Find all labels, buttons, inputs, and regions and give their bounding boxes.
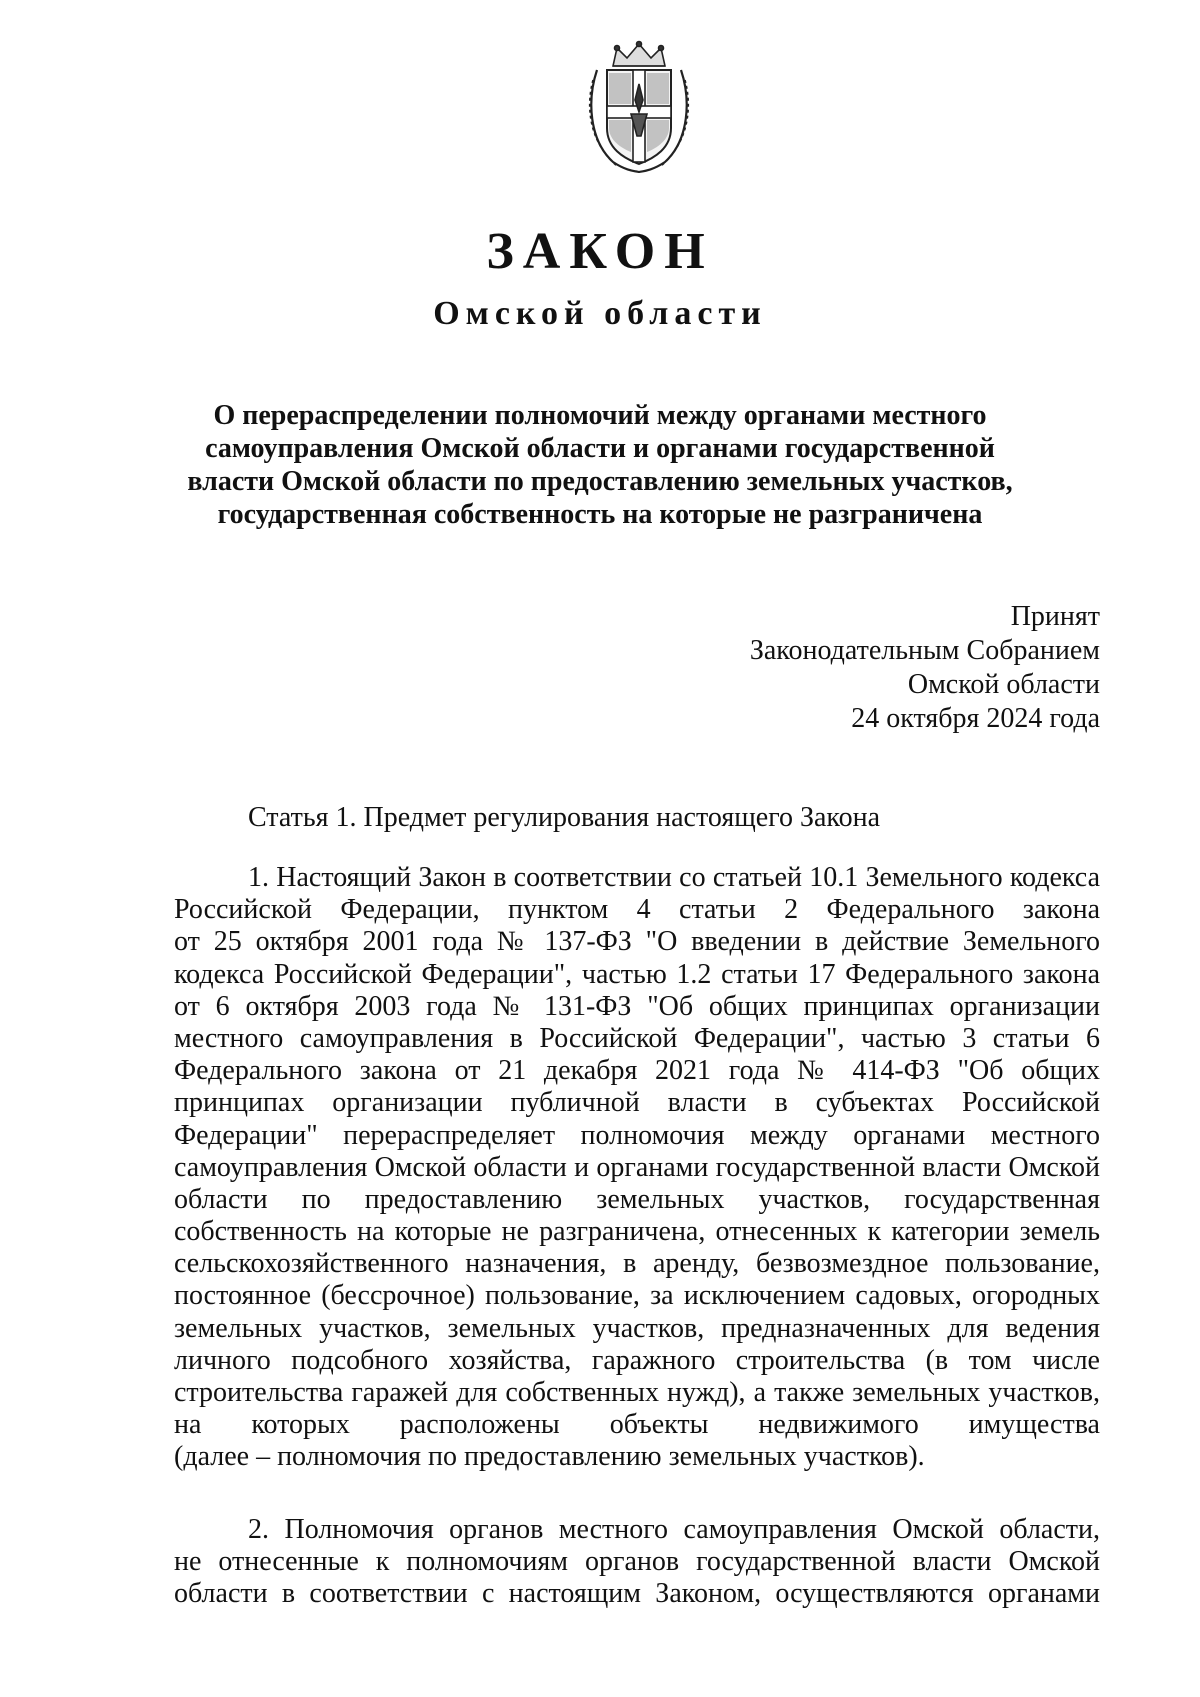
paragraph-line: 1. Настоящий Закон в соответствии со статьей 10.1 Земельного кодекса [248,862,1100,893]
paragraph-line: на которых расположены объекты недвижимого имущества [174,1409,1100,1441]
paragraph-line: от 25 октября 2001 года № 137-ФЗ "О введении в действие Земельного [174,926,1100,958]
document-title: ЗАКОН [486,223,714,280]
paragraph-line: Федерального закона от 21 декабря 2021 года № 414-ФЗ "Об общих [174,1055,1100,1087]
paragraph-line: области по предоставлению земельных участков, государственная [174,1183,1100,1215]
adoption-line: Принят [1010,601,1100,632]
law-subject-heading [150,399,1050,531]
paragraph-line: Российской Федерации, пунктом 4 статьи 2 Федерального закона [174,894,1100,926]
adoption-date: 24 октября 2024 года [851,703,1100,734]
paragraph-line: Федерации" перераспределяет полномочия между органами местного [174,1119,1100,1151]
article-paragraph-1 [174,862,1100,1474]
adoption-line: Омской области [907,669,1100,700]
paragraph-line: 2. Полномочия органов местного самоуправления Омской области, [248,1514,1100,1545]
paragraph-line: земельных участков, земельных участков, предназначенных для ведения [174,1312,1100,1344]
paragraph-line: от 6 октября 2003 года № 131-ФЗ "Об общих принципах организации [174,990,1100,1022]
paragraph-line: личного подсобного хозяйства, гаражного строительства (в том числе [174,1344,1100,1376]
document-subtitle: Омской области [433,295,767,332]
article-title: Статья 1. Предмет регулирования настоящего Закона [248,802,881,833]
paragraph-line: (далее – полномочия по предоставлению земельных участков). [174,1441,925,1473]
paragraph-line: собственность на которые не разграничена, отнесенных к категории земель [174,1216,1100,1248]
paragraph-line: постоянное (бессрочное) пользование, за исключением садовых, огородных [174,1280,1100,1312]
paragraph-line: сельскохозяйственного назначения, в аренду, безвозмездное пользование, [174,1248,1100,1280]
article-paragraph-2 [174,1514,1100,1611]
subject-line: О перераспределении полномочий между органами местного [213,400,987,431]
subject-line: государственная собственность на которые не разграничена [217,499,983,530]
subject-line: самоуправления Омской области и органами государственной [205,433,995,464]
paragraph-line: кодекса Российской Федерации", частью 1.2 статьи 17 Федерального закона [174,958,1100,990]
adoption-line: Законодательным Собранием [749,635,1100,666]
paragraph-line: строительства гаражей для собственных нужд), а также земельных участков, [174,1377,1100,1408]
paragraph-line: области в соответствии с настоящим Законом, осуществляются органами [174,1578,1100,1610]
paragraph-line: местного самоуправления в Российской Федерации", частью 3 статьи 6 [174,1022,1100,1054]
subject-line: власти Омской области по предоставлению земельных участков, [187,466,1013,497]
coat-of-arms-icon [583,40,695,173]
paragraph-line: принципах организации публичной власти в субъектах Российской [174,1087,1100,1119]
paragraph-line: не отнесенные к полномочиям органов государственной власти Омской [174,1546,1100,1578]
adoption-block [750,600,1100,736]
paragraph-line: самоуправления Омской области и органами государственной власти Омской [174,1151,1100,1183]
